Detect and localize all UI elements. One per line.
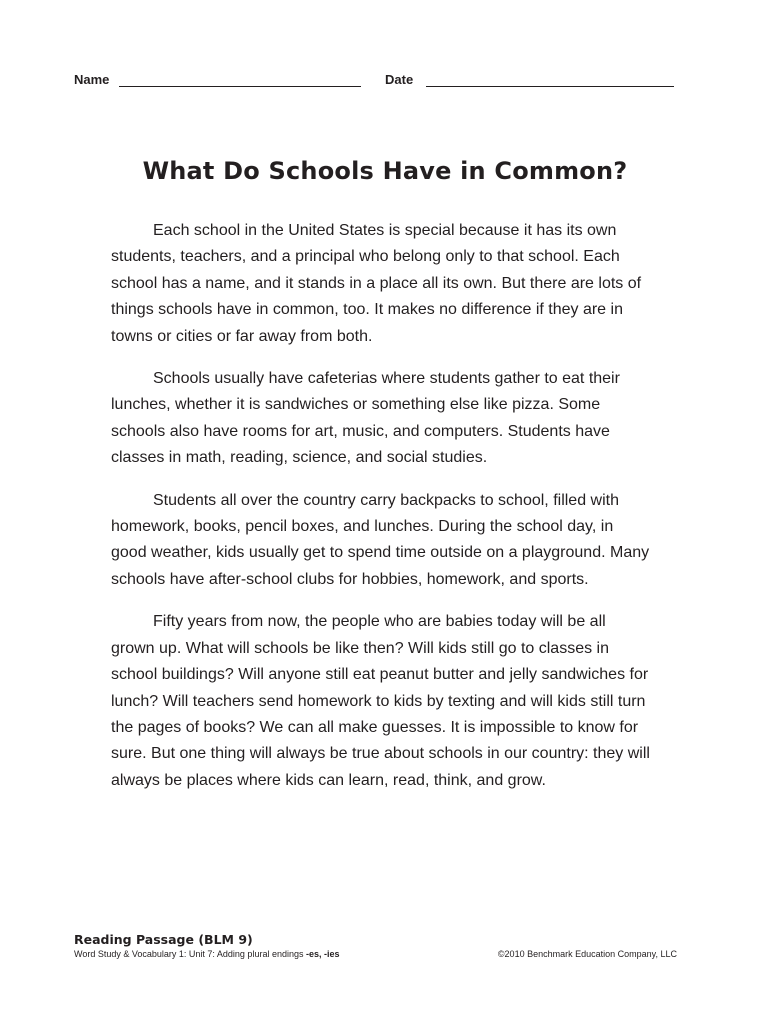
- paragraph-4: Fifty years from now, the people who are babies today will be all grown up. What will schools be like then? Will kids still go to classes in school buildings? Will anyone still eat peanut butter and jelly sandwiches for lunch? Will teachers send homework to kids by texting and will kids still turn the pages of books? We can all make guesses. It is impossible to know for sure. But one thing will always be true about schools in our country: they will always be places where kids can learn, read, think, and grow.: [111, 613, 650, 789]
- paragraph-3: Students all over the country carry backpacks to school, filled with homework, books, pencil boxes, and lunches. During the school day, in good weather, kids usually get to spend time outside on a playground. Many schools have after-school clubs for hobbies, homework, and sports.: [111, 491, 650, 588]
- footer-subtitle-endings: -es, -ies: [305, 949, 340, 959]
- date-field: [385, 72, 674, 87]
- name-blank-line[interactable]: [119, 73, 361, 87]
- date-blank-line[interactable]: [426, 73, 674, 87]
- footer-subtitle: [74, 949, 340, 959]
- page-footer: [74, 932, 677, 959]
- date-label: Date: [385, 72, 414, 87]
- footer-row: [74, 949, 677, 959]
- footer-title: Reading Passage (BLM 9): [74, 932, 253, 947]
- name-field: [74, 72, 361, 87]
- reading-passage: [111, 218, 651, 810]
- footer-copyright: ©2010 Benchmark Education Company, LLC: [497, 949, 677, 959]
- name-label: Name: [74, 72, 110, 87]
- footer-subtitle-prefix: Word Study & Vocabulary 1: Unit 7: Adding plural endings: [74, 949, 306, 959]
- name-date-header: [74, 72, 676, 94]
- passage-title: What Do Schools Have in Common?: [142, 157, 628, 185]
- paragraph-2: Schools usually have cafeterias where students gather to eat their lunches, whether it is sandwiches or something else like pizza. Some schools also have rooms for art, music, and computers. Students have classes in math, reading, science, and social studies.: [111, 370, 620, 467]
- paragraph-1: Each school in the United States is special because it has its own students, teachers, and a principal who belong only to that school. Each school has a name, and it stands in a place all its own. But there are lots of things schools have in common, too. It makes no difference if they are in towns or cities or far away from both.: [111, 222, 642, 345]
